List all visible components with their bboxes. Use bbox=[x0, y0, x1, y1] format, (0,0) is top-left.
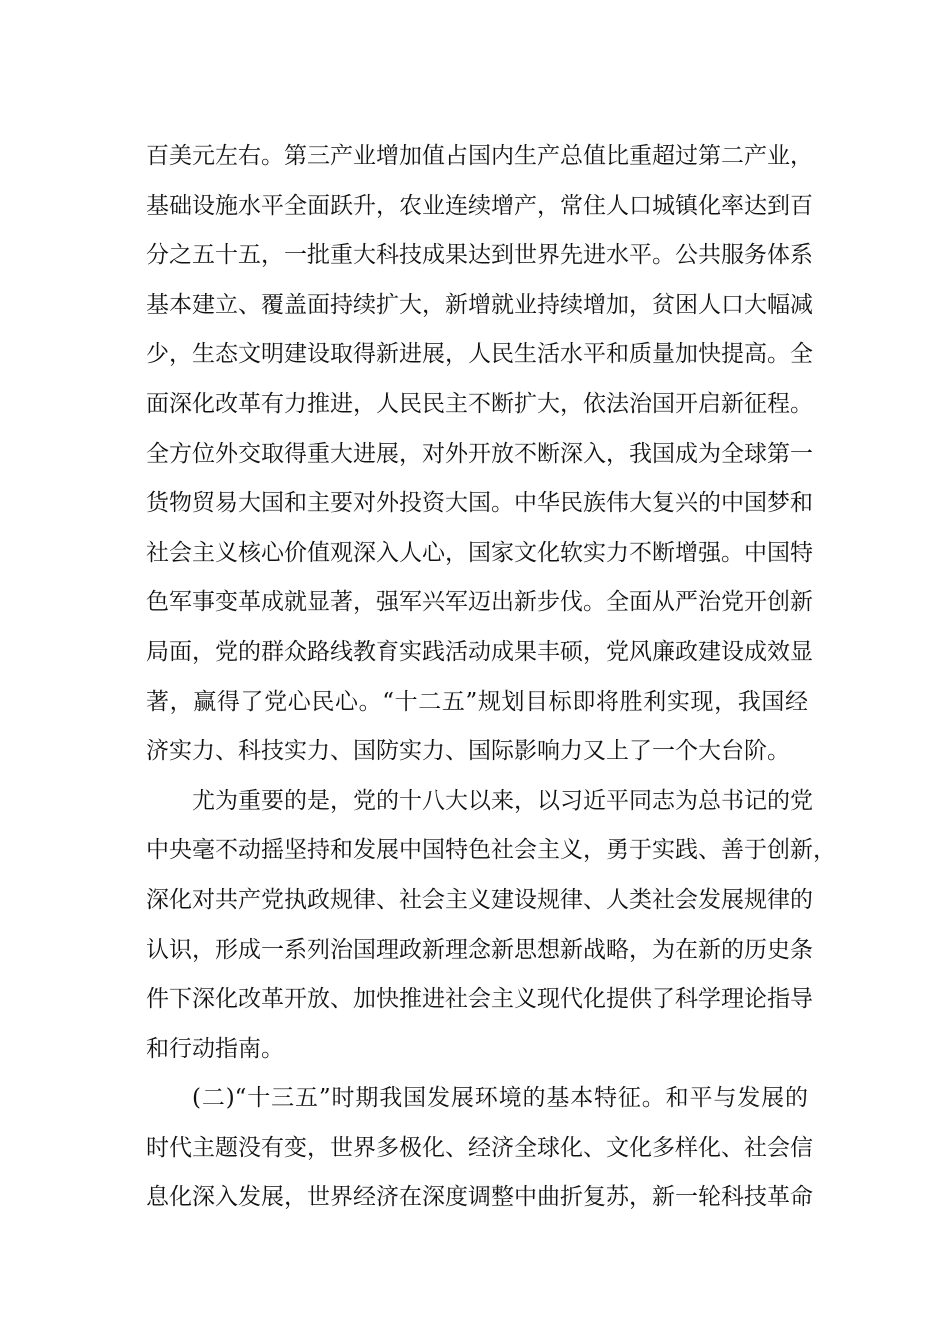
text-line: 面深化改革有力推进，人民民主不断扩大，依法治国开启新征程。 bbox=[146, 390, 813, 417]
text-line: 时代主题没有变，世界多极化、经济全球化、文化多样化、社会信 bbox=[146, 1134, 813, 1161]
text-line: 百美元左右。第三产业增加值占国内生产总值比重超过第二产业， bbox=[146, 143, 813, 169]
paragraph bbox=[146, 777, 836, 1075]
text-line: 色军事变革成就显著，强军兴军迈出新步伐。全面从严治党开创新 bbox=[146, 589, 813, 616]
text-line: (二)“十三五”时期我国发展环境的基本特征。和平与发展的 bbox=[192, 1085, 808, 1112]
text-line: 分之五十五，一批重大科技成果达到世界先进水平。公共服务体系 bbox=[146, 242, 813, 269]
text-line: 社会主义核心价值观深入人心，国家文化软实力不断增强。中国特 bbox=[146, 539, 813, 566]
paragraph bbox=[146, 132, 813, 777]
paragraph bbox=[146, 1074, 813, 1223]
text-line: 深化对共产党执政规律、社会主义建设规律、人类社会发展规律的 bbox=[146, 886, 813, 913]
text-line: 和行动指南。 bbox=[146, 1035, 284, 1062]
text-line: 局面，党的群众路线教育实践活动成果丰硕，党风廉政建设成效显 bbox=[146, 638, 813, 665]
text-line: 少，生态文明建设取得新进展，人民生活水平和质量加快提高。全 bbox=[146, 341, 813, 368]
text-line: 基本建立、覆盖面持续扩大，新增就业持续增加，贫困人口大幅减 bbox=[146, 291, 813, 318]
text-line: 著，赢得了党心民心。“十二五”规划目标即将胜利实现，我国经 bbox=[146, 688, 808, 715]
text-line: 基础设施水平全面跃升，农业连续增产，常住人口城镇化率达到百 bbox=[146, 192, 813, 219]
text-line: 货物贸易大国和主要对外投资大国。中华民族伟大复兴的中国梦和 bbox=[146, 490, 813, 517]
text-line: 尤为重要的是，党的十八大以来，以习近平同志为总书记的党 bbox=[192, 787, 813, 814]
text-line: 息化深入发展，世界经济在深度调整中曲折复苏，新一轮科技革命 bbox=[146, 1184, 813, 1211]
text-line: 件下深化改革开放、加快推进社会主义现代化提供了科学理论指导 bbox=[146, 986, 813, 1013]
text-line: 全方位外交取得重大进展，对外开放不断深入，我国成为全球第一 bbox=[146, 440, 813, 467]
text-line: 认识，形成一系列治国理政新理念新思想新战略，为在新的历史条 bbox=[146, 936, 813, 963]
text-line: 中央毫不动摇坚持和发展中国特色社会主义，勇于实践、善于创新， bbox=[146, 837, 836, 864]
text-line: 济实力、科技实力、国防实力、国际影响力又上了一个大台阶。 bbox=[146, 738, 790, 765]
body-text bbox=[146, 132, 836, 1223]
